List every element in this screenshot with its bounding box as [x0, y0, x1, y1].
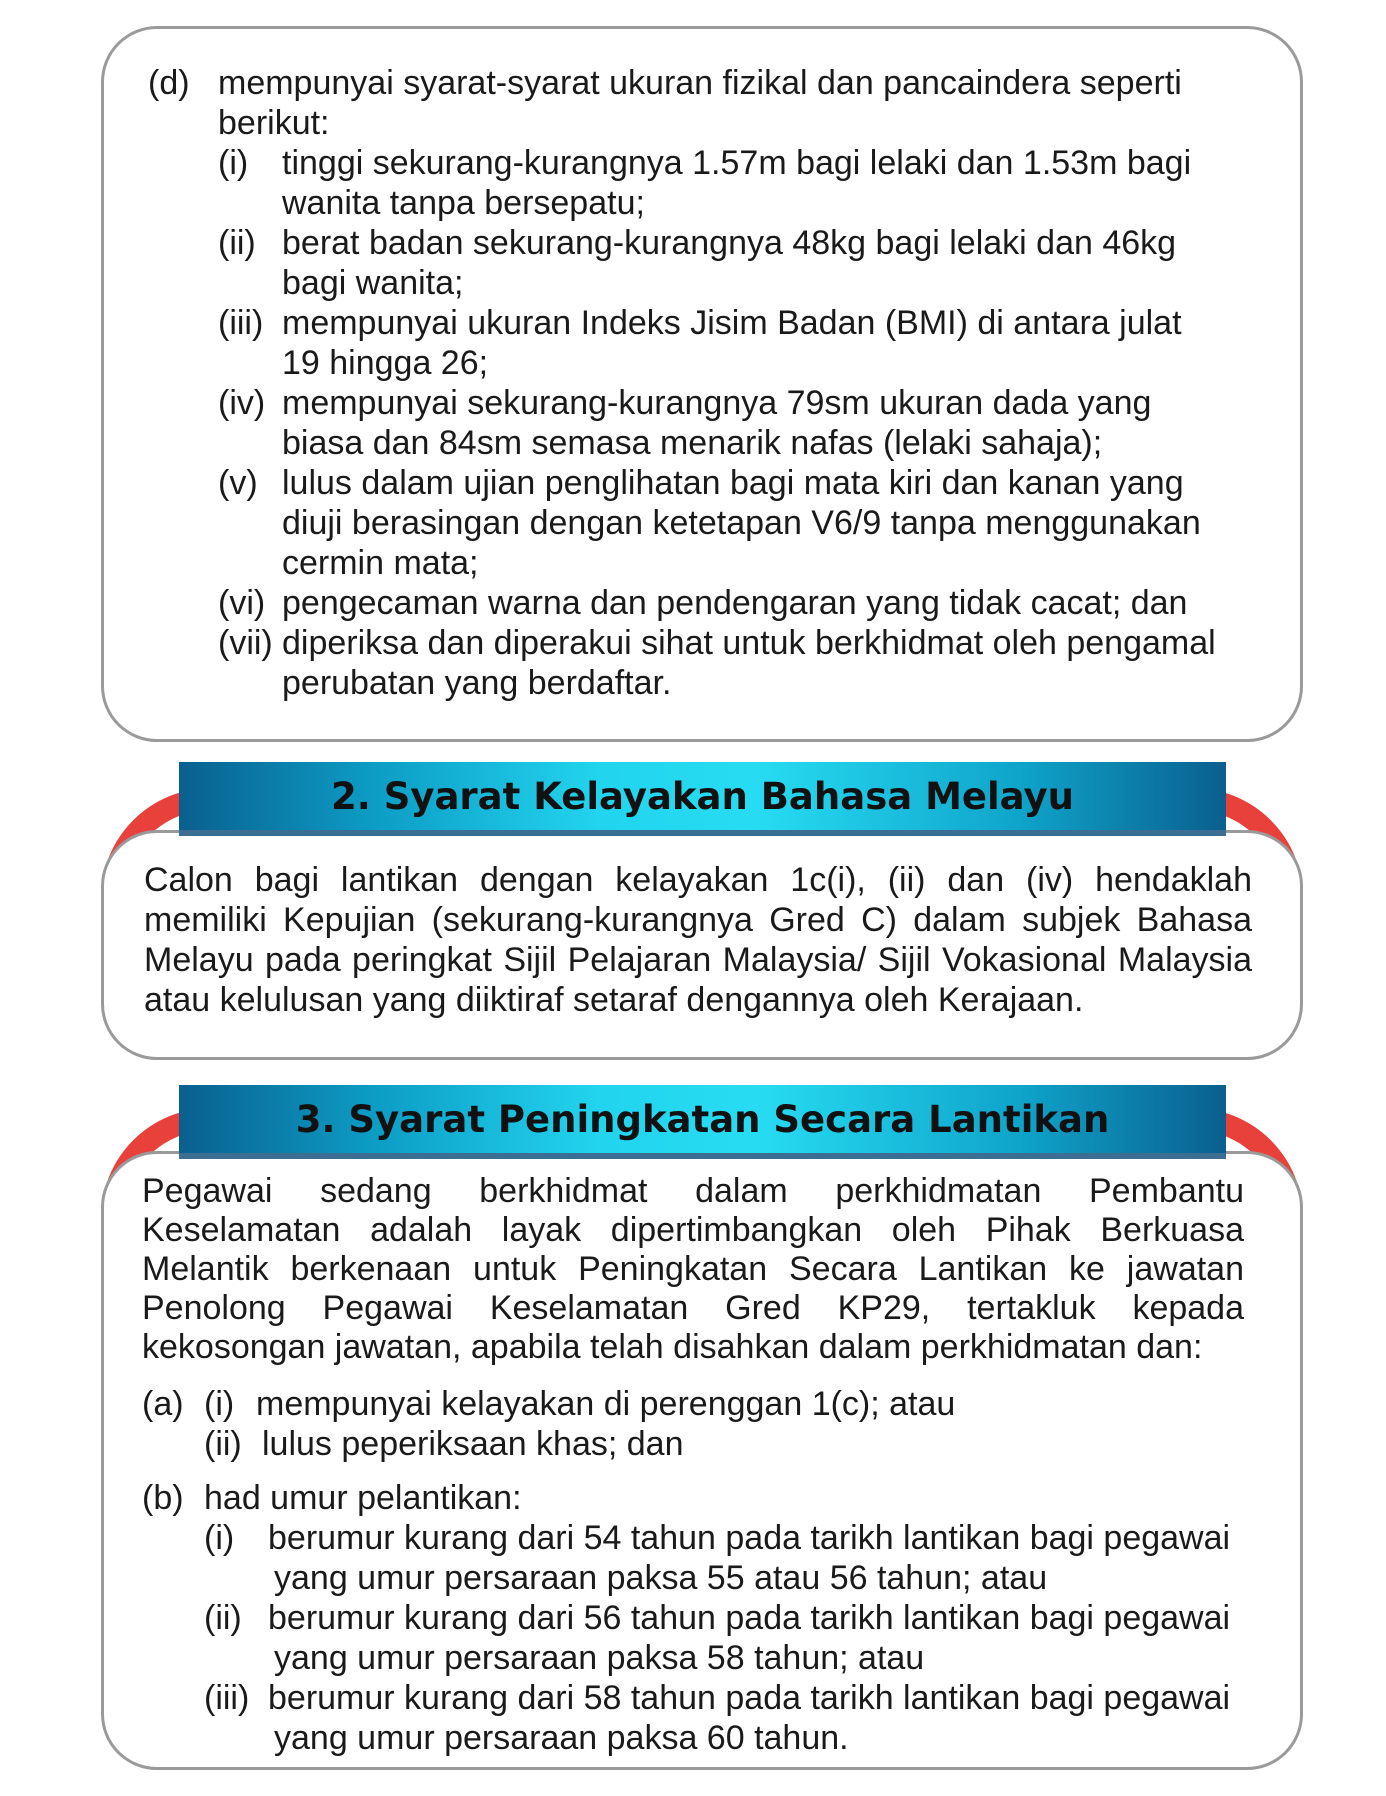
- paragraph-line: Pegawai sedang berkhidmat dalam perkhidmatan Pembantu: [142, 1172, 1244, 1210]
- item-label-a: (a): [142, 1385, 184, 1423]
- subitem-text: mempunyai sekurang-kurangnya 79sm ukuran dada yang: [282, 384, 1152, 422]
- subitem-text: perubatan yang berdaftar.: [282, 664, 672, 702]
- subitem-text: tinggi sekurang-kurangnya 1.57m bagi lelaki dan 1.53m bagi: [282, 144, 1192, 182]
- subitem-text: bagi wanita;: [282, 264, 464, 302]
- subitem-number: (iii): [218, 304, 264, 342]
- subitem-text: diperiksa dan diperakui sihat untuk berkhidmat oleh pengamal: [282, 624, 1216, 662]
- subitem-text: 19 hingga 26;: [282, 344, 489, 382]
- paragraph-line: atau kelulusan yang diiktiraf setaraf dengannya oleh Kerajaan.: [144, 981, 1084, 1019]
- item-label-b: (b): [142, 1479, 184, 1517]
- subitem-number: (vi): [218, 584, 266, 622]
- subitem-number: (vii): [218, 624, 273, 662]
- subitem-text: mempunyai kelayakan di perenggan 1(c); atau: [256, 1385, 956, 1423]
- subitem-text: yang umur persaraan paksa 60 tahun.: [274, 1719, 849, 1757]
- subitem-number: (ii): [204, 1425, 242, 1463]
- subitem-number: (iii): [204, 1679, 250, 1717]
- subitem-text: yang umur persaraan paksa 58 tahun; atau: [274, 1639, 925, 1677]
- paragraph-line: Calon bagi lantikan dengan kelayakan 1c(i), (ii) dan (iv) hendaklah: [144, 861, 1252, 899]
- subitem-text: mempunyai ukuran Indeks Jisim Badan (BMI) di antara julat: [282, 304, 1182, 342]
- subitem-text: yang umur persaraan paksa 55 atau 56 tahun; atau: [274, 1559, 1048, 1597]
- paragraph-line: Melayu pada peringkat Sijil Pelajaran Malaysia/ Sijil Vokasional Malaysia: [144, 941, 1252, 979]
- subitem-text: berumur kurang dari 54 tahun pada tarikh lantikan bagi pegawai: [268, 1519, 1231, 1557]
- paragraph-line: Melantik berkenaan untuk Peningkatan Secara Lantikan ke jawatan: [142, 1250, 1244, 1288]
- item-d-intro-line2: berikut:: [218, 104, 330, 142]
- subitem-number: (ii): [218, 224, 256, 262]
- subitem-text: biasa dan 84sm semasa menarik nafas (lelaki sahaja);: [282, 424, 1103, 462]
- item-d-intro-line1: mempunyai syarat-syarat ukuran fizikal dan pancaindera seperti: [218, 64, 1182, 102]
- paragraph-line: memiliki Kepujian (sekurang-kurangnya Gred C) dalam subjek Bahasa: [144, 901, 1252, 939]
- paragraph-line: Keselamatan adalah layak dipertimbangkan oleh Pihak Berkuasa: [142, 1211, 1244, 1249]
- paragraph-line: Penolong Pegawai Keselamatan Gred KP29, tertakluk kepada: [142, 1289, 1244, 1327]
- item-b-intro: had umur pelantikan:: [204, 1479, 522, 1517]
- subitem-text: berumur kurang dari 56 tahun pada tarikh lantikan bagi pegawai: [268, 1599, 1231, 1637]
- subitem-number: (i): [218, 144, 249, 182]
- subitem-number: (i): [204, 1519, 235, 1557]
- subitem-text: cermin mata;: [282, 544, 479, 582]
- section-2-title: 2. Syarat Kelayakan Bahasa Melayu: [179, 762, 1226, 836]
- section-3-title: 3. Syarat Peningkatan Secara Lantikan: [179, 1085, 1226, 1159]
- subitem-text: pengecaman warna dan pendengaran yang tidak cacat; dan: [282, 584, 1188, 622]
- subitem-text: diuji berasingan dengan ketetapan V6/9 tanpa menggunakan: [282, 504, 1201, 542]
- subitem-number: (iv): [218, 384, 266, 422]
- subitem-number: (v): [218, 464, 258, 502]
- item-label-d: (d): [148, 64, 190, 102]
- subitem-text: lulus peperiksaan khas; dan: [262, 1425, 684, 1463]
- subitem-text: berumur kurang dari 58 tahun pada tarikh lantikan bagi pegawai: [268, 1679, 1231, 1717]
- subitem-text: wanita tanpa bersepatu;: [282, 184, 645, 222]
- subitem-text: lulus dalam ujian penglihatan bagi mata kiri dan kanan yang: [282, 464, 1184, 502]
- subitem-number: (ii): [204, 1599, 242, 1637]
- subitem-number: (i): [204, 1385, 235, 1423]
- subitem-text: berat badan sekurang-kurangnya 48kg bagi lelaki dan 46kg: [282, 224, 1177, 262]
- paragraph-line: kekosongan jawatan, apabila telah disahkan dalam perkhidmatan dan:: [142, 1328, 1203, 1366]
